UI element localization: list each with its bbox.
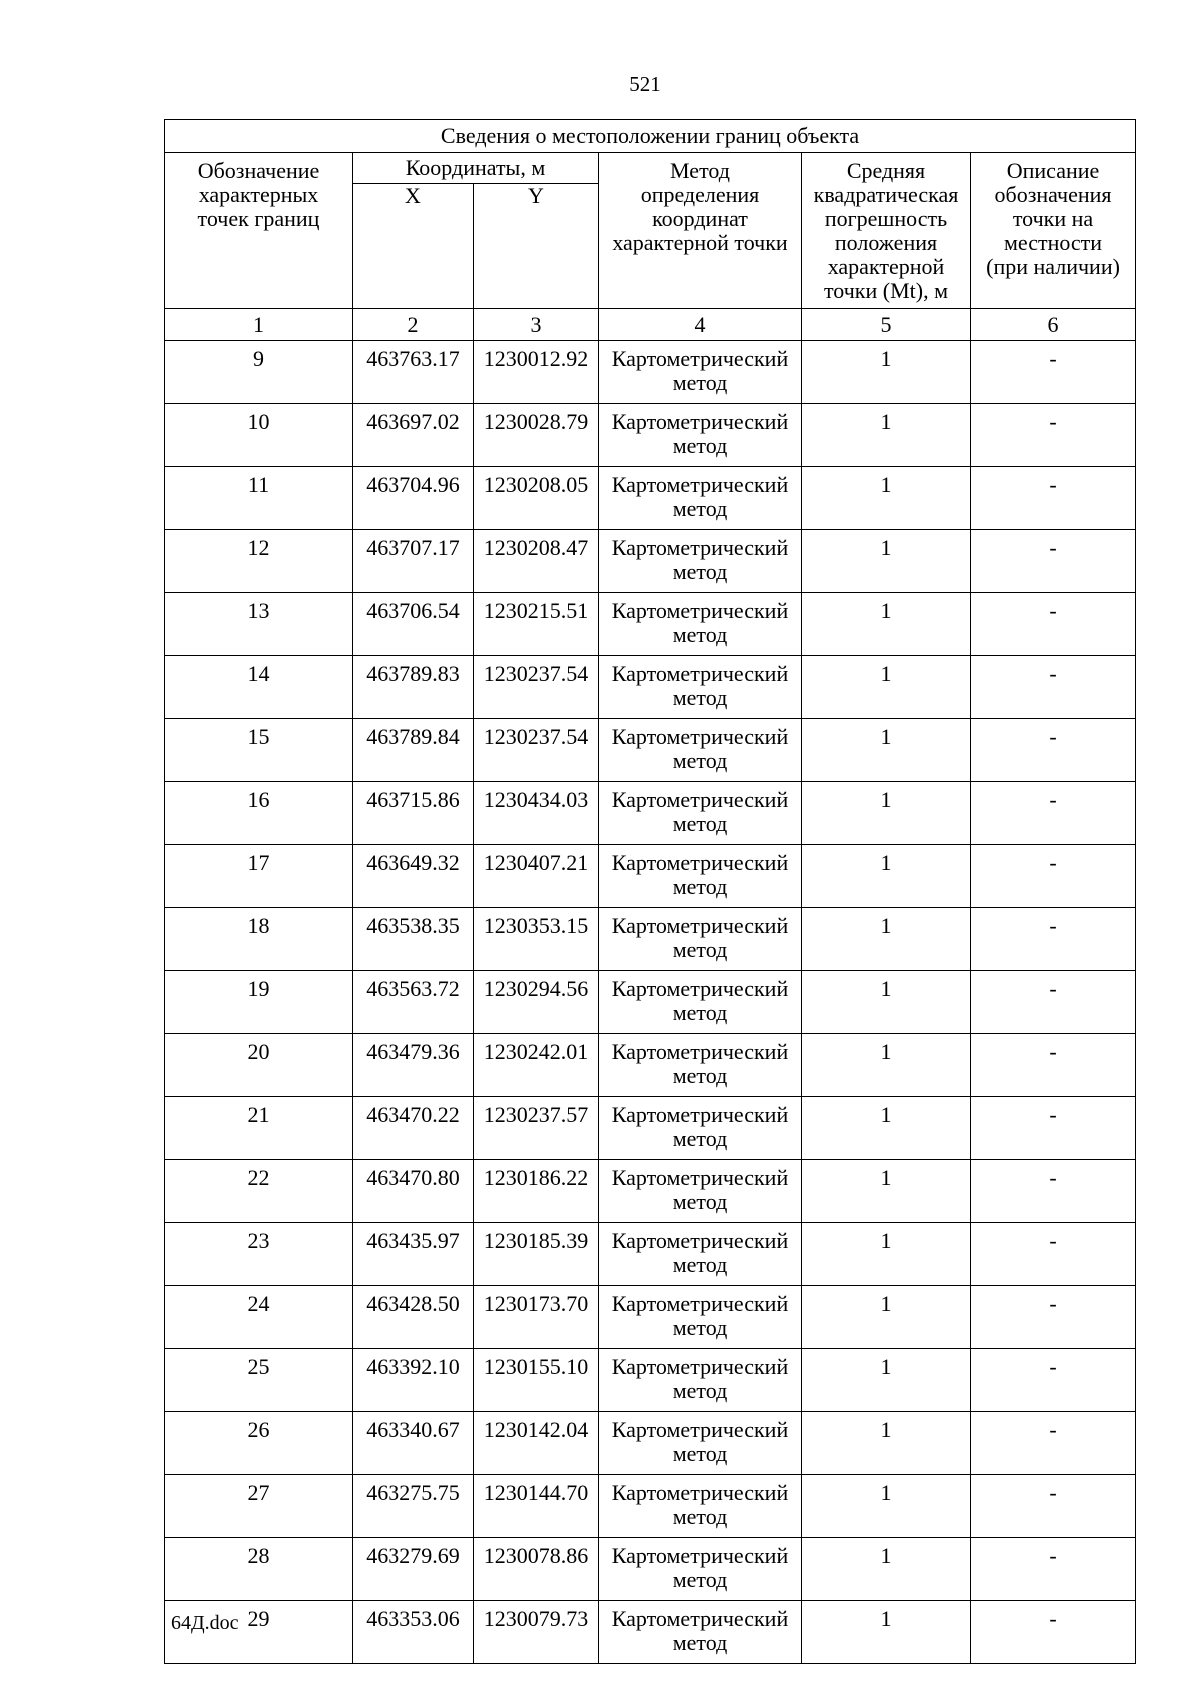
cell-description: - xyxy=(971,656,1136,719)
table-row xyxy=(165,1601,1136,1664)
method-text: метод xyxy=(672,1189,728,1214)
cell-method xyxy=(599,1034,802,1097)
cell-x: 463275.75 xyxy=(353,1475,474,1538)
cell-y: 1230208.05 xyxy=(474,467,599,530)
cell-y: 1230185.39 xyxy=(474,1223,599,1286)
cell-description: - xyxy=(971,1160,1136,1223)
method-text: Картометрический xyxy=(611,1480,789,1505)
cell-x: 463428.50 xyxy=(353,1286,474,1349)
cell-method xyxy=(599,1412,802,1475)
method-text: метод xyxy=(672,559,728,584)
cell-error: 1 xyxy=(802,1538,971,1601)
cell-y: 1230237.54 xyxy=(474,656,599,719)
cell-method xyxy=(599,1223,802,1286)
cell-error: 1 xyxy=(802,845,971,908)
method-text: Картометрический xyxy=(611,1102,789,1127)
cell-x: 463649.32 xyxy=(353,845,474,908)
header-mean-square-error: Средняя квадратическая погрешность положения характерной точки (Mt), м xyxy=(802,153,971,309)
cell-x: 463763.17 xyxy=(353,341,474,404)
cell-error: 1 xyxy=(802,1286,971,1349)
cell-error: 1 xyxy=(802,1097,971,1160)
column-number: 3 xyxy=(474,309,599,341)
cell-error: 1 xyxy=(802,1223,971,1286)
method-text: Картометрический xyxy=(611,1291,789,1316)
column-number: 4 xyxy=(599,309,802,341)
cell-error: 1 xyxy=(802,1034,971,1097)
cell-point: 24 xyxy=(165,1286,353,1349)
header-y: Y xyxy=(474,184,599,309)
table-row xyxy=(165,1538,1136,1601)
cell-point: 10 xyxy=(165,404,353,467)
cell-error: 1 xyxy=(802,593,971,656)
method-text: Картометрический xyxy=(611,598,789,623)
cell-point: 14 xyxy=(165,656,353,719)
cell-point: 23 xyxy=(165,1223,353,1286)
cell-description: - xyxy=(971,1538,1136,1601)
cell-point: 18 xyxy=(165,908,353,971)
cell-error: 1 xyxy=(802,971,971,1034)
column-number: 2 xyxy=(353,309,474,341)
cell-error: 1 xyxy=(802,1475,971,1538)
table-row xyxy=(165,656,1136,719)
cell-point: 15 xyxy=(165,719,353,782)
column-number: 6 xyxy=(971,309,1136,341)
column-number: 1 xyxy=(165,309,353,341)
cell-y: 1230144.70 xyxy=(474,1475,599,1538)
table-row xyxy=(165,782,1136,845)
cell-error: 1 xyxy=(802,908,971,971)
cell-method xyxy=(599,908,802,971)
method-text: Картометрический xyxy=(611,724,789,749)
method-text: Картометрический xyxy=(611,1417,789,1442)
cell-method xyxy=(599,1097,802,1160)
method-text: Картометрический xyxy=(611,1606,789,1631)
cell-method xyxy=(599,1475,802,1538)
cell-description: - xyxy=(971,719,1136,782)
cell-description: - xyxy=(971,845,1136,908)
cell-y: 1230434.03 xyxy=(474,782,599,845)
cell-description: - xyxy=(971,404,1136,467)
cell-method xyxy=(599,530,802,593)
header-method: Метод определения координат характерной точки xyxy=(599,153,802,309)
method-text: Картометрический xyxy=(611,850,789,875)
cell-x: 463353.06 xyxy=(353,1601,474,1664)
cell-method xyxy=(599,971,802,1034)
header-description: Описание обозначения точки на местности (при наличии) xyxy=(971,153,1136,309)
cell-x: 463706.54 xyxy=(353,593,474,656)
table-body xyxy=(165,341,1136,1664)
cell-y: 1230353.15 xyxy=(474,908,599,971)
cell-point: 20 xyxy=(165,1034,353,1097)
cell-point: 21 xyxy=(165,1097,353,1160)
cell-error: 1 xyxy=(802,1349,971,1412)
cell-x: 463707.17 xyxy=(353,530,474,593)
table-row xyxy=(165,530,1136,593)
cell-point: 12 xyxy=(165,530,353,593)
table-row xyxy=(165,845,1136,908)
method-text: метод xyxy=(672,1315,728,1340)
cell-point: 28 xyxy=(165,1538,353,1601)
cell-y: 1230237.57 xyxy=(474,1097,599,1160)
method-text: Картометрический xyxy=(611,346,789,371)
header-coordinates: Координаты, м xyxy=(353,153,599,184)
cell-x: 463340.67 xyxy=(353,1412,474,1475)
cell-method xyxy=(599,1286,802,1349)
table-title: Сведения о местоположении границ объекта xyxy=(165,120,1136,153)
cell-x: 463470.80 xyxy=(353,1160,474,1223)
cell-point: 16 xyxy=(165,782,353,845)
cell-y: 1230237.54 xyxy=(474,719,599,782)
cell-description: - xyxy=(971,1097,1136,1160)
method-text: метод xyxy=(672,811,728,836)
cell-point: 29 xyxy=(165,1601,353,1664)
table-row xyxy=(165,593,1136,656)
cell-x: 463538.35 xyxy=(353,908,474,971)
method-text: Картометрический xyxy=(611,1543,789,1568)
method-text: Картометрический xyxy=(611,1039,789,1064)
method-text: метод xyxy=(672,1126,728,1151)
method-text: метод xyxy=(672,496,728,521)
method-text: Картометрический xyxy=(611,913,789,938)
boundary-coordinates-table xyxy=(164,119,1136,1664)
cell-error: 1 xyxy=(802,404,971,467)
method-text: метод xyxy=(672,433,728,458)
cell-description: - xyxy=(971,1223,1136,1286)
cell-point: 26 xyxy=(165,1412,353,1475)
cell-description: - xyxy=(971,593,1136,656)
method-text: метод xyxy=(672,748,728,773)
cell-error: 1 xyxy=(802,719,971,782)
method-text: Картометрический xyxy=(611,1354,789,1379)
cell-point: 22 xyxy=(165,1160,353,1223)
cell-point: 13 xyxy=(165,593,353,656)
cell-method xyxy=(599,404,802,467)
table-row xyxy=(165,1412,1136,1475)
table-row xyxy=(165,1475,1136,1538)
cell-x: 463697.02 xyxy=(353,404,474,467)
cell-error: 1 xyxy=(802,530,971,593)
table-row xyxy=(165,908,1136,971)
cell-method xyxy=(599,719,802,782)
cell-point: 25 xyxy=(165,1349,353,1412)
header-point-designation: Обозначение характерных точек границ xyxy=(165,153,353,309)
cell-x: 463563.72 xyxy=(353,971,474,1034)
header-x: X xyxy=(353,184,474,309)
cell-description: - xyxy=(971,1475,1136,1538)
table-row xyxy=(165,1349,1136,1412)
method-text: Картометрический xyxy=(611,1165,789,1190)
cell-method xyxy=(599,656,802,719)
cell-description: - xyxy=(971,1601,1136,1664)
table-row xyxy=(165,719,1136,782)
method-text: Картометрический xyxy=(611,409,789,434)
cell-y: 1230186.22 xyxy=(474,1160,599,1223)
method-text: метод xyxy=(672,874,728,899)
cell-point: 27 xyxy=(165,1475,353,1538)
table-row xyxy=(165,1034,1136,1097)
cell-method xyxy=(599,467,802,530)
cell-x: 463435.97 xyxy=(353,1223,474,1286)
method-text: Картометрический xyxy=(611,661,789,686)
cell-description: - xyxy=(971,467,1136,530)
cell-y: 1230208.47 xyxy=(474,530,599,593)
cell-method xyxy=(599,1538,802,1601)
cell-x: 463279.69 xyxy=(353,1538,474,1601)
table-row xyxy=(165,341,1136,404)
table-row xyxy=(165,467,1136,530)
cell-y: 1230028.79 xyxy=(474,404,599,467)
cell-description: - xyxy=(971,1349,1136,1412)
method-text: метод xyxy=(672,1378,728,1403)
method-text: метод xyxy=(672,937,728,962)
method-text: метод xyxy=(672,1630,728,1655)
cell-point: 17 xyxy=(165,845,353,908)
cell-description: - xyxy=(971,971,1136,1034)
cell-method xyxy=(599,593,802,656)
footer-filename: 64Д.doc xyxy=(171,1612,239,1634)
cell-x: 463479.36 xyxy=(353,1034,474,1097)
cell-error: 1 xyxy=(802,341,971,404)
cell-description: - xyxy=(971,1034,1136,1097)
cell-description: - xyxy=(971,341,1136,404)
cell-method xyxy=(599,1349,802,1412)
cell-y: 1230078.86 xyxy=(474,1538,599,1601)
cell-x: 463392.10 xyxy=(353,1349,474,1412)
method-text: метод xyxy=(672,685,728,710)
table-row xyxy=(165,1223,1136,1286)
page-number: 521 xyxy=(629,72,661,96)
table-row xyxy=(165,1286,1136,1349)
method-text: Картометрический xyxy=(611,976,789,1001)
table-row xyxy=(165,1097,1136,1160)
cell-error: 1 xyxy=(802,782,971,845)
cell-y: 1230142.04 xyxy=(474,1412,599,1475)
cell-y: 1230079.73 xyxy=(474,1601,599,1664)
cell-method xyxy=(599,1160,802,1223)
cell-method xyxy=(599,782,802,845)
column-number: 5 xyxy=(802,309,971,341)
method-text: Картометрический xyxy=(611,535,789,560)
cell-x: 463704.96 xyxy=(353,467,474,530)
cell-y: 1230155.10 xyxy=(474,1349,599,1412)
cell-y: 1230407.21 xyxy=(474,845,599,908)
cell-x: 463789.83 xyxy=(353,656,474,719)
method-text: метод xyxy=(672,1000,728,1025)
table-row xyxy=(165,971,1136,1034)
cell-error: 1 xyxy=(802,467,971,530)
table-row xyxy=(165,404,1136,467)
cell-error: 1 xyxy=(802,656,971,719)
cell-error: 1 xyxy=(802,1601,971,1664)
method-text: метод xyxy=(672,1063,728,1088)
table-row xyxy=(165,1160,1136,1223)
cell-y: 1230215.51 xyxy=(474,593,599,656)
cell-description: - xyxy=(971,530,1136,593)
cell-x: 463789.84 xyxy=(353,719,474,782)
cell-description: - xyxy=(971,782,1136,845)
cell-y: 1230173.70 xyxy=(474,1286,599,1349)
cell-point: 11 xyxy=(165,467,353,530)
method-text: Картометрический xyxy=(611,787,789,812)
cell-y: 1230012.92 xyxy=(474,341,599,404)
method-text: метод xyxy=(672,622,728,647)
cell-x: 463715.86 xyxy=(353,782,474,845)
cell-point: 19 xyxy=(165,971,353,1034)
cell-y: 1230242.01 xyxy=(474,1034,599,1097)
method-text: метод xyxy=(672,370,728,395)
method-text: метод xyxy=(672,1252,728,1277)
cell-description: - xyxy=(971,908,1136,971)
method-text: метод xyxy=(672,1441,728,1466)
method-text: Картометрический xyxy=(611,472,789,497)
cell-method xyxy=(599,1601,802,1664)
cell-error: 1 xyxy=(802,1160,971,1223)
cell-description: - xyxy=(971,1412,1136,1475)
cell-point: 9 xyxy=(165,341,353,404)
method-text: метод xyxy=(672,1504,728,1529)
cell-method xyxy=(599,341,802,404)
cell-y: 1230294.56 xyxy=(474,971,599,1034)
method-text: Картометрический xyxy=(611,1228,789,1253)
cell-description: - xyxy=(971,1286,1136,1349)
cell-method xyxy=(599,845,802,908)
cell-error: 1 xyxy=(802,1412,971,1475)
method-text: метод xyxy=(672,1567,728,1592)
cell-x: 463470.22 xyxy=(353,1097,474,1160)
